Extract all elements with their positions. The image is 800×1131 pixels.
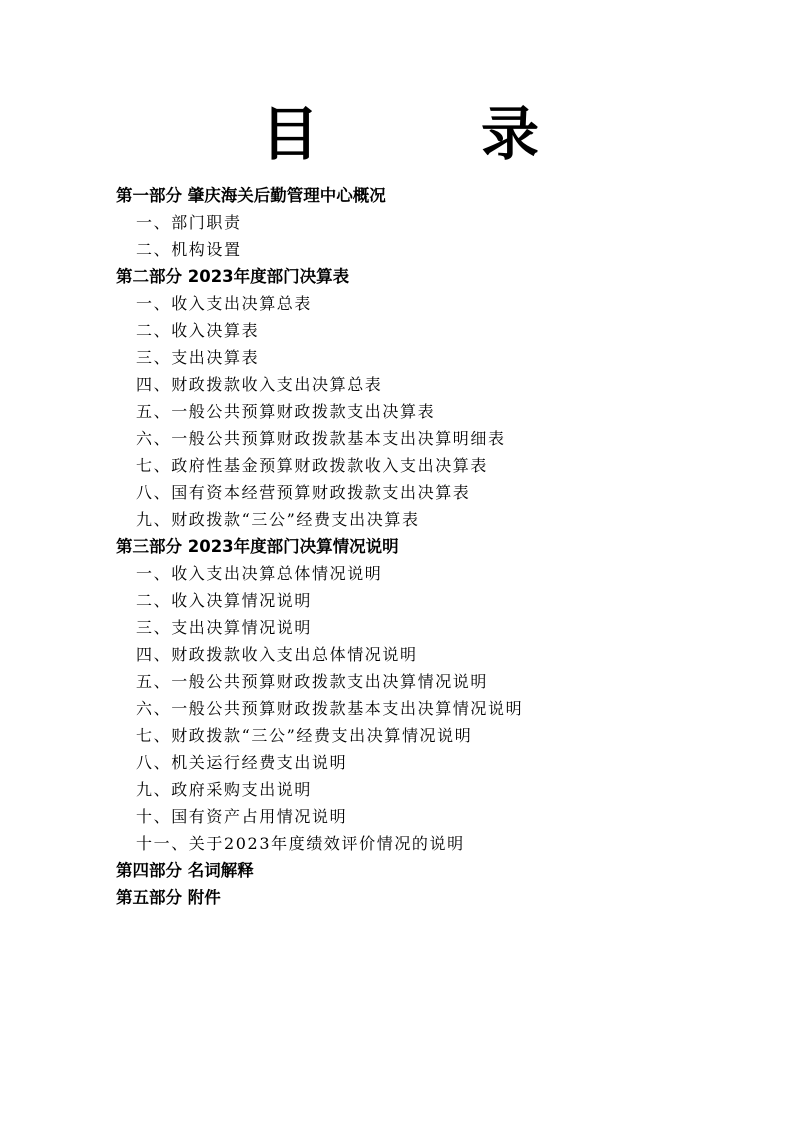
toc-item[interactable]: 二、收入决算情况说明 — [136, 591, 313, 610]
toc-item[interactable]: 四、财政拨款收入支出决算总表 — [136, 375, 383, 394]
toc-item[interactable]: 二、机构设置 — [136, 240, 242, 259]
toc-item[interactable]: 九、政府采购支出说明 — [136, 780, 313, 799]
toc-item[interactable]: 八、机关运行经费支出说明 — [136, 753, 348, 772]
toc-part-5[interactable]: 第五部分 附件 — [116, 888, 221, 907]
toc-item[interactable]: 二、收入决算表 — [136, 321, 260, 340]
toc-item[interactable]: 一、收入支出决算总表 — [136, 294, 313, 313]
toc-part-2[interactable]: 第二部分 2023年度部门决算表 — [116, 267, 350, 286]
toc-item[interactable]: 七、政府性基金预算财政拨款收入支出决算表 — [136, 456, 489, 475]
toc-part-3[interactable]: 第三部分 2023年度部门决算情况说明 — [116, 537, 399, 556]
toc-item[interactable]: 六、一般公共预算财政拨款基本支出决算情况说明 — [136, 699, 524, 718]
table-of-contents — [116, 182, 756, 911]
toc-item[interactable]: 十、国有资产占用情况说明 — [136, 807, 348, 826]
toc-part-1[interactable]: 第一部分 肇庆海关后勤管理中心概况 — [116, 186, 386, 205]
toc-item[interactable]: 九、财政拨款“三公”经费支出决算表 — [136, 510, 420, 529]
toc-item[interactable]: 三、支出决算情况说明 — [136, 618, 313, 637]
toc-part-4[interactable]: 第四部分 名词解释 — [116, 861, 254, 880]
toc-item[interactable]: 十一、关于2023年度绩效评价情况的说明 — [136, 834, 465, 853]
page-title: 目 录 — [260, 100, 591, 168]
toc-item[interactable]: 八、国有资本经营预算财政拨款支出决算表 — [136, 483, 471, 502]
toc-item[interactable]: 一、收入支出决算总体情况说明 — [136, 564, 383, 583]
toc-item[interactable]: 三、支出决算表 — [136, 348, 260, 367]
toc-item[interactable]: 七、财政拨款“三公”经费支出决算情况说明 — [136, 726, 473, 745]
toc-item[interactable]: 六、一般公共预算财政拨款基本支出决算明细表 — [136, 429, 506, 448]
toc-item[interactable]: 一、部门职责 — [136, 213, 242, 232]
toc-item[interactable]: 五、一般公共预算财政拨款支出决算情况说明 — [136, 672, 489, 691]
toc-item[interactable]: 五、一般公共预算财政拨款支出决算表 — [136, 402, 436, 421]
toc-item[interactable]: 四、财政拨款收入支出总体情况说明 — [136, 645, 418, 664]
